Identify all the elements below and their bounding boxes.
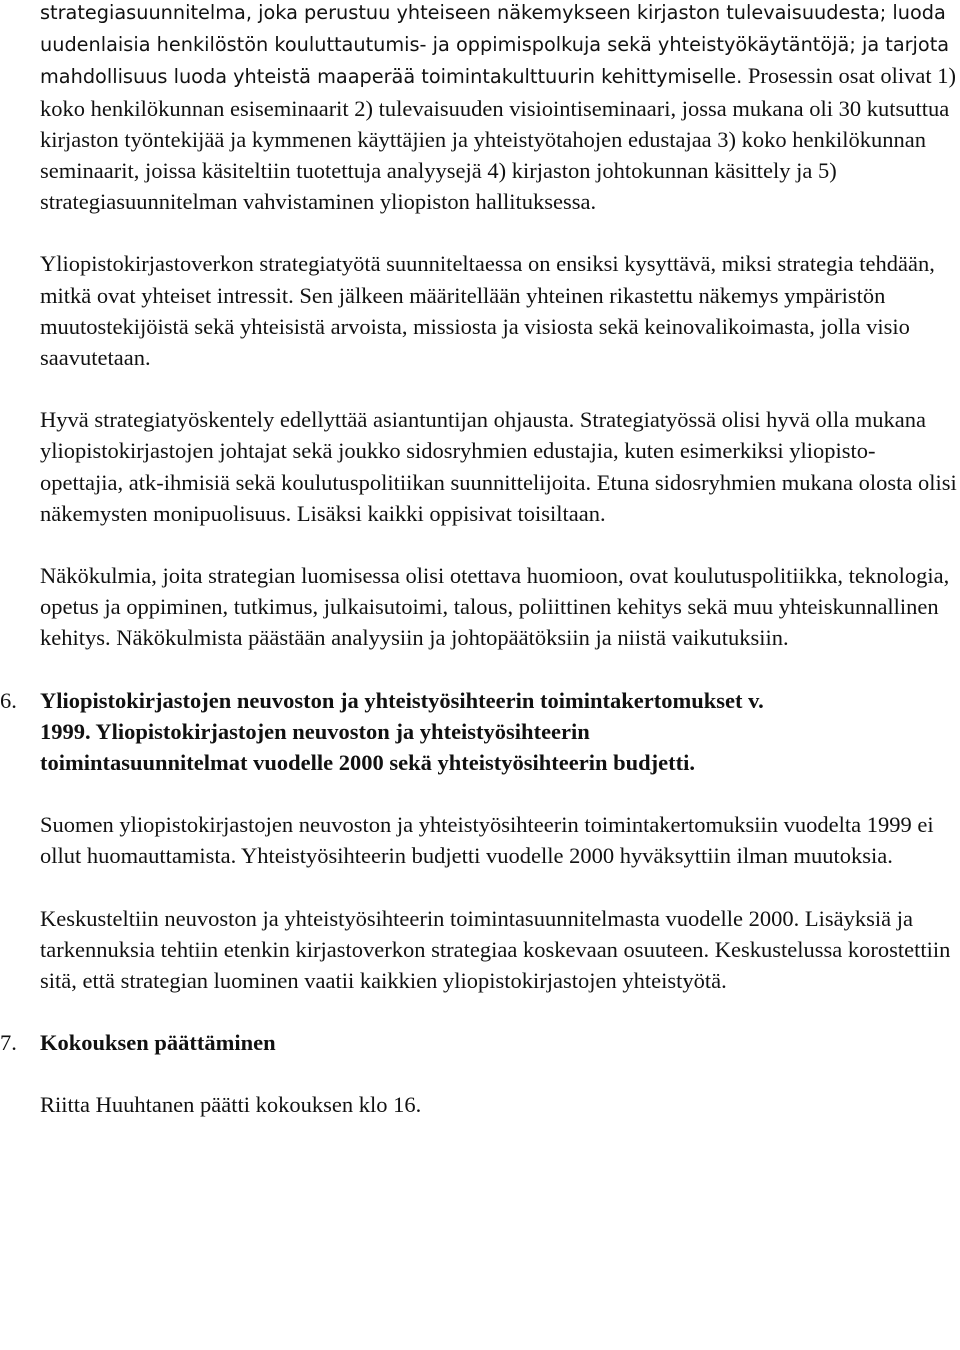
paragraph-action-plan: Keskusteltiin neuvoston ja yhteistyösihteerin toimintasuunnitelmasta vuodelle 2000. Lisäyksiä ja tarkennuksia tehtiin etenkin kirjastoverkon strategiaa koskevaan osuuteen. Keskustelussa korostettiin sitä, että strategian luominen vaatii kaikkien yliopistokirjastojen yhteistyötä.	[40, 905, 951, 994]
agenda-item-number: 6.	[0, 687, 17, 713]
agenda-item-title	[40, 685, 958, 779]
closing-line: Riitta Huuhtanen päätti kokouksen klo 16.	[40, 1092, 422, 1118]
agenda-item-number: 7.	[0, 1030, 17, 1056]
paragraph-perspectives: Näkökulmia, joita strategian luomisessa olisi otettava huomioon, ovat koulutuspolitiikka, teknologia, opetus ja oppiminen, tutkimus, julkaisutoimi, talous, poliittinen kehitys sekä muu yhteiskunnallinen kehitys. Näkökulmista päästään analyysiin ja johtopäätöksiin ja niistä vaikutuksiin.	[40, 563, 950, 651]
paragraph-strategy-work: Yliopistokirjastoverkon strategiatyötä suunniteltaessa on ensiksi kysyttävä, miksi strategia tehdään, mitkä ovat yhteiset intressit. Sen jälkeen määritellään yhteinen rikastettu näkemys ympäristön muutostekijöistä sekä yhteisistä arvoista, missiosta ja visiosta sekä keinovalikoimasta, jolla visio saavutetaan.	[40, 251, 935, 371]
opening-paragraph	[40, 0, 958, 217]
paragraph-guidance: Hyvä strategiatyöskentely edellyttää asiantuntijan ohjausta. Strategiatyössä olisi hyvä olla mukana yliopistokirjastojen johtajat sekä joukko sidosryhmien edustajia, kuten esimerkiksi yliopisto-opettajia, atk-ihmisiä sekä koulutuspolitiikan suunnittelijoita. Etuna sidosryhmien mukana olosta olisi näkemysten monipuolisuus. Lisäksi kaikki oppisivat toisiltaan.	[40, 407, 957, 526]
agenda-item-6	[0, 685, 958, 779]
agenda-item-title-line: Yliopistokirjastojen neuvoston ja yhteistyösihteerin toimintakertomukset v.	[40, 687, 764, 713]
agenda-item-title-line: toimintasuunnitelmat vuodelle 2000 sekä yhteistyösihteerin budjetti.	[40, 750, 696, 776]
agenda-item-title: Kokouksen päättäminen	[40, 1030, 276, 1056]
opening-sentence-a: strategiasuunnitelma, joka perustuu yhteiseen näkemykseen kirjaston tulevaisuudesta; luoda uudenlaisia henkilöstön kouluttautumis- ja oppimispolkuja sekä yhteistyökäytäntöjä; ja tarjota mahdollisuus luoda yhteistä maaperää toimintakulttuurin kehittymiselle.	[40, 1, 950, 89]
agenda-item-title-line: 1999. Yliopistokirjastojen neuvoston ja yhteistyösihteerin	[40, 718, 590, 744]
agenda-item-7	[0, 1027, 958, 1058]
paragraph-annual-reports: Suomen yliopistokirjastojen neuvoston ja yhteistyösihteerin toimintakertomuksiin vuodelta 1999 ei ollut huomauttamista. Yhteistyösihteerin budjetti vuodelle 2000 hyväksyttiin ilman muutoksia.	[40, 812, 934, 869]
opening-sentence-b: Prosessin osat olivat 1) koko henkilökunnan esiseminaarit 2) tulevaisuuden visiointiseminaari, jossa mukana oli 30 kutsuttua kirjaston työntekijää ja kymmenen käyttäjien ja yhteistyötahojen edustajaa 3) koko henkilökunnan seminaarit, joissa käsiteltiin tuotettuja analyysejä 4) kirjaston johtokunnan käsittely ja 5) strategiasuunnitelman vahvistaminen yliopiston hallituksessa.	[40, 63, 957, 215]
